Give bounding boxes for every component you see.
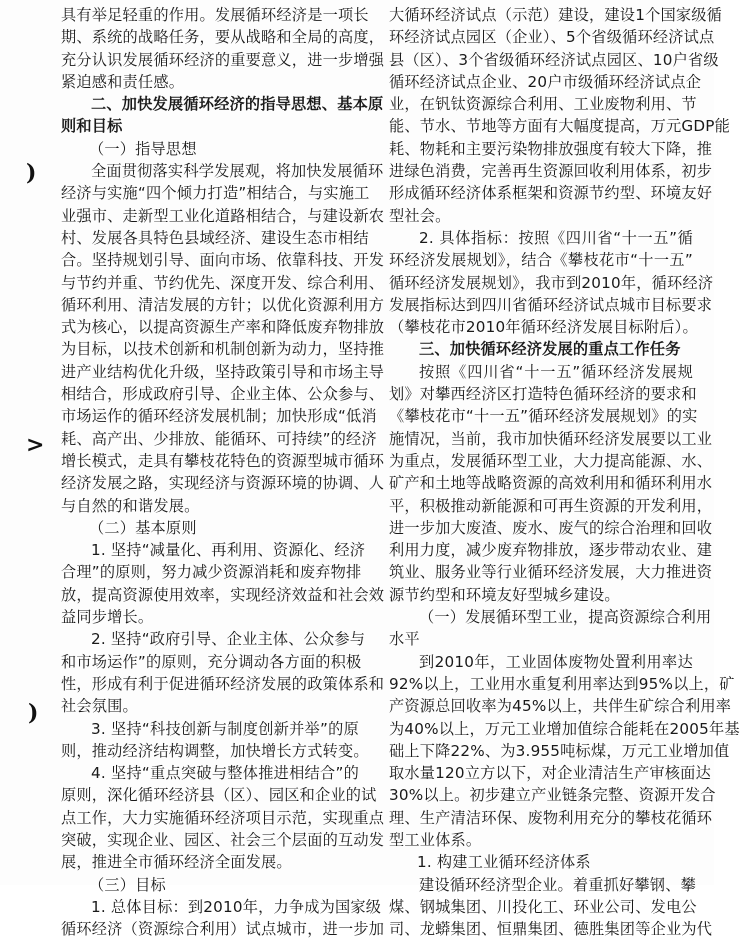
left-column-text-line: 突破，实现企业、园区、社会三个层面的互动发 <box>61 830 385 849</box>
right-column-text-line: 进一步加大废渣、废水、废气的综合治理和回收 <box>389 518 713 537</box>
right-column-text-line: 理、生产清洁环保、废物利用充分的攀枝花循环 <box>389 808 713 827</box>
left-column-text-line: 循环利用、清洁发展的方针；以优化资源利用方 <box>61 295 385 314</box>
left-column-text-line: （三）目标 <box>89 875 166 894</box>
binder-mark-icon: ) <box>26 160 37 186</box>
left-column-text-line: 与自然的和谐发展。 <box>61 496 200 515</box>
right-column-text-line: 环经济试点园区（企业）、5个省级循环经济试点 <box>389 28 715 47</box>
right-column-text-line: 型工业体系。 <box>389 830 482 849</box>
left-column-text-line: 社会氛围。 <box>61 697 138 716</box>
left-column-text-line: 进产业结构优化升级，坚持政策引导和市场主导 <box>61 362 385 381</box>
right-column-text-line: 平，积极推动新能源和可再生资源的开发利用， <box>389 496 713 515</box>
left-column-text-line: 经济发展之路，实现经济与资源环境的协调、人 <box>61 474 385 493</box>
left-column <box>61 4 385 940</box>
right-column-text-line: 础上下降22%、为3.955吨标煤，万元工业增加值 <box>389 741 730 760</box>
right-column-text-line: 筑业、服务业等行业循环经济发展，大力推进资 <box>389 563 713 582</box>
left-column-text-line: 2. 坚持“政府引导、企业主体、公众参与 <box>91 630 366 649</box>
left-column-text-line: 具有举足轻重的作用。发展循环经济是一项长 <box>61 6 369 24</box>
right-column-text-line: 源节约型和环境友好型城乡建设。 <box>389 585 620 604</box>
right-column-text-line: 30%以上。初步建立产业链条完整、资源开发合 <box>389 786 716 805</box>
left-column-text-line: 充分认识发展循环经济的重要意义，进一步增强 <box>61 50 385 69</box>
right-column-text-line: （一）发展循环型工业，提高资源综合利用 <box>419 608 712 627</box>
left-column-text-line: 二、加快发展循环经济的指导思想、基本原 <box>91 95 384 114</box>
left-column-text-line: 期、系统的战略任务，要从战略和全局的高度， <box>61 28 385 47</box>
left-column-text-line: 合。坚持规划引导、面向市场、依靠科技、开发 <box>61 251 385 270</box>
left-column-text-line: （一）指导思想 <box>89 139 197 158</box>
right-column-text-line: 大循环经济试点（示范）建设，建设1个国家级循 <box>389 6 723 24</box>
right-column-text-line: 进绿色消费，完善再生资源回收利用体系，初步 <box>389 162 713 181</box>
right-column-text-line: 产资源总回收率为45%以上，共伴生矿综合利用率 <box>389 697 732 716</box>
right-column-text-line: 发展指标达到四川省循环经济试点城市目标要求 <box>389 295 713 314</box>
right-column-text-line: 利用力度，减少废弃物排放，逐步带动农业、建 <box>389 541 713 560</box>
left-column-text-line: 放，提高资源使用效率，实现经济效益和社会效 <box>61 585 385 604</box>
left-column-text-line: 合理”的原则，努力减少资源消耗和废弃物排 <box>61 563 362 582</box>
left-column-text-line: 原则，深化循环经济县（区）、园区和企业的试 <box>61 786 377 805</box>
right-column-text-line: 《攀枝花市“十一五”循环经济发展规划》的实 <box>389 407 698 426</box>
right-column <box>389 4 740 940</box>
left-column-text-line: 展，推进全市循环经济全面发展。 <box>61 853 292 872</box>
left-column-text-line: 市场运作的循环经济发展机制；加快形成“低消 <box>61 407 377 426</box>
left-column-text-line: 益同步增长。 <box>61 608 154 627</box>
left-column-text-line: 1. 坚持“减量化、再利用、资源化、经济 <box>91 541 366 560</box>
right-column-text-line: 司、龙蟒集团、恒鼎集团、德胜集团等企业为代 <box>389 920 713 939</box>
right-column-text-line: 取水量120立方以下，对企业清洁生产审核面达 <box>389 764 711 783</box>
right-column-text-line: 县（区）、3个省级循环经济试点园区、10户省级 <box>389 50 719 69</box>
right-column-text-line: 划》对攀西经济区打造特色循环经济的要求和 <box>389 385 697 404</box>
left-column-text-line: 经济与实施“四个倾力打造”相结合，与实施工 <box>61 184 370 203</box>
left-column-text-line: 业强市、走新型工业化道路相结合，与建设新农 <box>61 206 385 225</box>
left-column-text-line: 和市场运作”的原则，充分调动各方面的积极 <box>61 652 362 671</box>
left-column-text-line: （二）基本原则 <box>89 518 197 537</box>
binder-mark-icon: > <box>26 432 45 458</box>
right-column-text-line: 按照《四川省“十一五”循环经济发展规 <box>419 362 693 381</box>
right-column-text-line: 型社会。 <box>389 206 451 225</box>
right-column-text-line: 耗、物耗和主要污染物排放强度有较大下降，推 <box>389 139 713 158</box>
right-column-text-line: 矿产和土地等战略资源的高效利用和循环利用水 <box>389 474 713 493</box>
right-column-text-line: 能、节水、节地等方面有大幅度提高，万元GDP能 <box>389 117 730 136</box>
right-column-text-line: 为重点，发展循环型工业，大力提高能源、水、 <box>389 451 713 470</box>
right-column-text-line: 水平 <box>389 630 420 649</box>
left-column-text-line: 全面贯彻落实科学发展观，将加快发展循环 <box>91 162 384 181</box>
right-column-text-line: 92%以上，工业用水重复利用率达到95%以上，矿 <box>389 674 735 693</box>
left-column-text-line: 点工作，大力实施循环经济项目示范，实现重点 <box>61 808 385 827</box>
left-column-text-line: 则，推动经济结构调整，加快增长方式转变。 <box>61 741 369 760</box>
left-column-text-line: 则和目标 <box>61 117 123 136</box>
left-column-text-line: 村、发展各具特色县域经济、建设生态市相结 <box>61 228 369 247</box>
right-column-text-line: 为40%以上，万元工业增加值综合能耗在2005年基 <box>389 719 740 738</box>
right-column-text-line: 煤、钢城集团、川投化工、环业公司、发电公 <box>389 897 697 916</box>
right-column-text-line: 环经济发展规划》，结合《攀枝花市“十一五” <box>389 251 693 270</box>
right-column-text-line: 2. 具体指标：按照《四川省“十一五”循 <box>419 228 693 247</box>
left-column-text-line: 耗、高产出、少排放、能循环、可持续”的经济 <box>61 429 377 448</box>
left-column-text-line: 相结合，形成政府引导、企业主体、公众参与、 <box>61 385 385 404</box>
left-column-text-line: 与节约并重、节约优先、深度开发、综合利用、 <box>61 273 385 292</box>
left-column-text-line: 紧迫感和责任感。 <box>61 72 185 91</box>
right-column-text-line: 形成循环经济体系框架和资源节约型、环境友好 <box>389 184 713 203</box>
right-column-text-line: 到2010年，工业固体废物处置利用率达 <box>419 652 693 671</box>
left-column-text-line: 3. 坚持“科技创新与制度创新并举”的原 <box>91 719 359 738</box>
right-column-text-line: 循环经济发展规划》，我市到2010年，循环经济 <box>389 273 714 292</box>
left-column-text-line: 1. 总体目标：到2010年，力争成为国家级 <box>91 897 382 916</box>
left-column-text-line: 为目标，以技术创新和机制创新为动力，坚持推 <box>61 340 385 359</box>
left-column-text-line: 式为核心，以提高资源生产率和降低废弃物排放 <box>61 318 385 337</box>
right-column-text-line: 施情况，当前，我市加快循环经济发展要以工业 <box>389 429 713 448</box>
left-column-text-line: 4. 坚持“重点突破与整体推进相结合”的 <box>91 764 359 783</box>
right-column-text-line: 1. 构建工业循环经济体系 <box>417 853 591 872</box>
left-column-text-line: 循环经济（资源综合利用）试点城市，进一步加 <box>61 920 385 939</box>
right-column-text-line: 三、加快循环经济发展的重点工作任务 <box>419 340 681 359</box>
left-column-text-line: 增长模式，走具有攀枝花特色的资源型城市循环 <box>61 451 385 470</box>
right-column-text-line: （攀枝花市2010年循环经济发展目标附后）。 <box>389 318 698 337</box>
right-column-text-line: 业，在钒钛资源综合利用、工业废物利用、节 <box>389 95 697 114</box>
binder-mark-icon: ) <box>28 700 39 726</box>
left-column-text-line: 性，形成有利于促进循环经济发展的政策体系和 <box>61 674 385 693</box>
right-column-text-line: 循环经济试点企业、20户市级循环经济试点企 <box>389 72 702 91</box>
right-column-text-line: 建设循环经济型企业。着重抓好攀钢、攀 <box>419 875 696 894</box>
